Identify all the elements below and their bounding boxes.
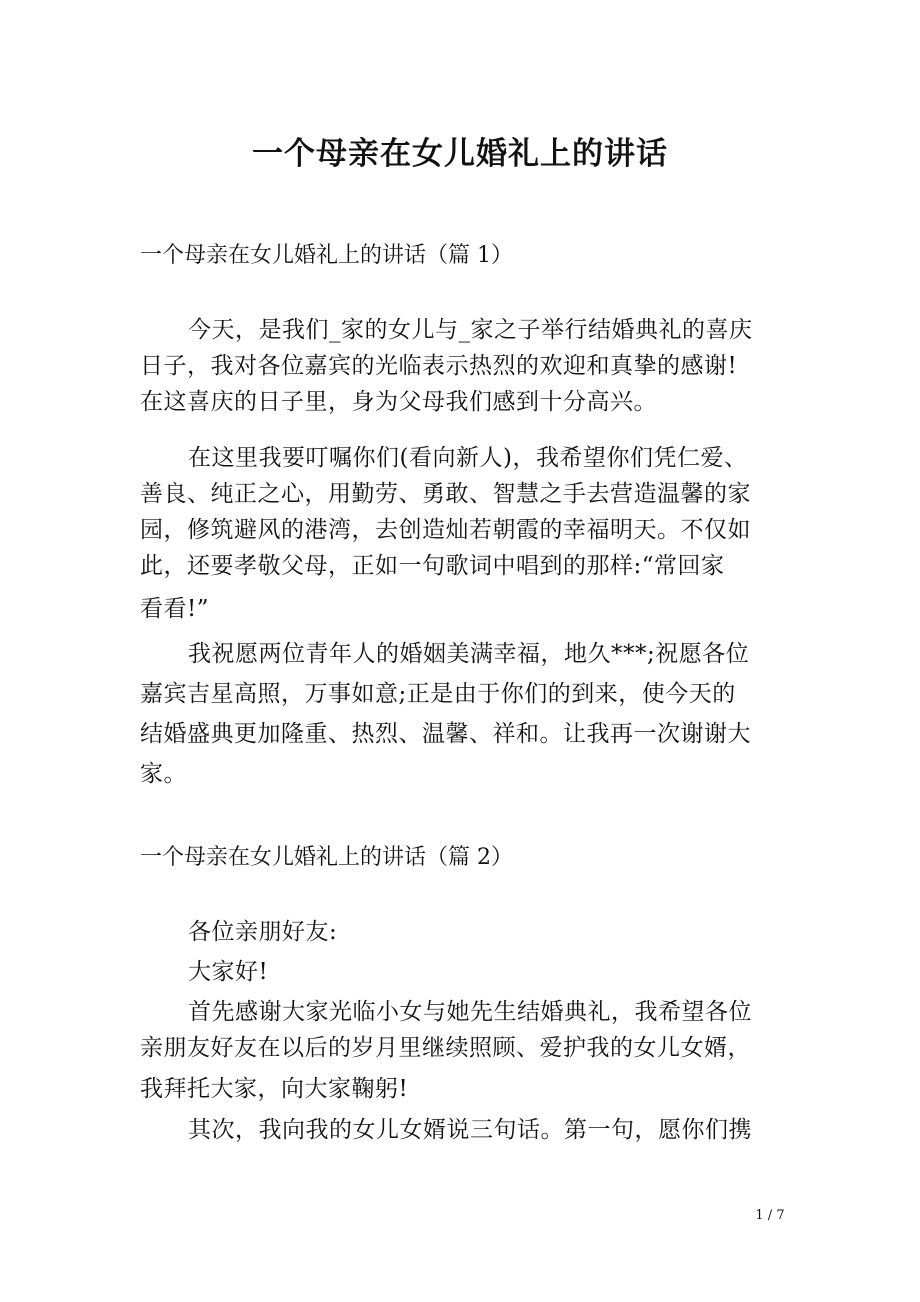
text-line: 日子，我对各位嘉宾的光临表示热烈的欢迎和真挚的感谢! [140, 353, 738, 379]
text-line: 家。 [140, 761, 187, 787]
section-2 [140, 840, 820, 1148]
text-line: 亲朋友好友在以后的岁月里继续照顾、爱护我的女儿女婿， [140, 1035, 751, 1061]
text-line: 看看!” [140, 596, 210, 622]
text-line: 结婚盛典更加隆重、热烈、温馨、祥和。让我再一次谢谢大 [140, 721, 751, 747]
text-line: 各位亲朋好友: [188, 919, 338, 945]
text-line: 我拜托大家，向大家鞠躬! [140, 1076, 409, 1102]
text-line: 此，还要孝敬父母，正如一句歌词中唱到的那样:“常回家 [140, 553, 725, 579]
paragraph [140, 440, 820, 634]
paragraph [140, 634, 820, 794]
text-line: 园，修筑避风的港湾，去创造灿若朝霞的幸福明天。不仅如 [140, 517, 751, 543]
text-line: 其次，我向我的女儿女婿说三句话。第一句，愿你们携 [188, 1117, 752, 1143]
text-line: 今天，是我们_家的女儿与_家之子举行结婚典礼的喜庆 [188, 317, 753, 343]
document-title: 一个母亲在女儿婚礼上的讲话 [252, 136, 668, 172]
page-indicator: 1 / 7 [755, 1208, 785, 1223]
section-heading: 一个母亲在女儿婚礼上的讲话（篇 2） [140, 845, 513, 870]
text-line: 善良、纯正之心，用勤劳、勇敢、智慧之手去营造温馨的家 [140, 481, 751, 507]
section-heading: 一个母亲在女儿婚礼上的讲话（篇 1） [140, 243, 513, 268]
text-line: 在这里我要叮嘱你们(看向新人)，我希望你们凭仁爱、 [188, 445, 748, 471]
text-line: 在这喜庆的日子里，身为父母我们感到十分高兴。 [140, 389, 657, 415]
text-line: 我祝愿两位青年人的婚姻美满幸福，地久***;祝愿各位 [188, 641, 750, 667]
text-line: 嘉宾吉星高照，万事如意;正是由于你们的到来，使今天的 [140, 681, 736, 707]
text-line: 大家好! [188, 959, 269, 985]
paragraph [140, 312, 820, 420]
paragraph [140, 994, 820, 1112]
section-1 [140, 238, 820, 794]
text-line: 首先感谢大家光临小女与她先生结婚典礼，我希望各位 [188, 999, 752, 1025]
